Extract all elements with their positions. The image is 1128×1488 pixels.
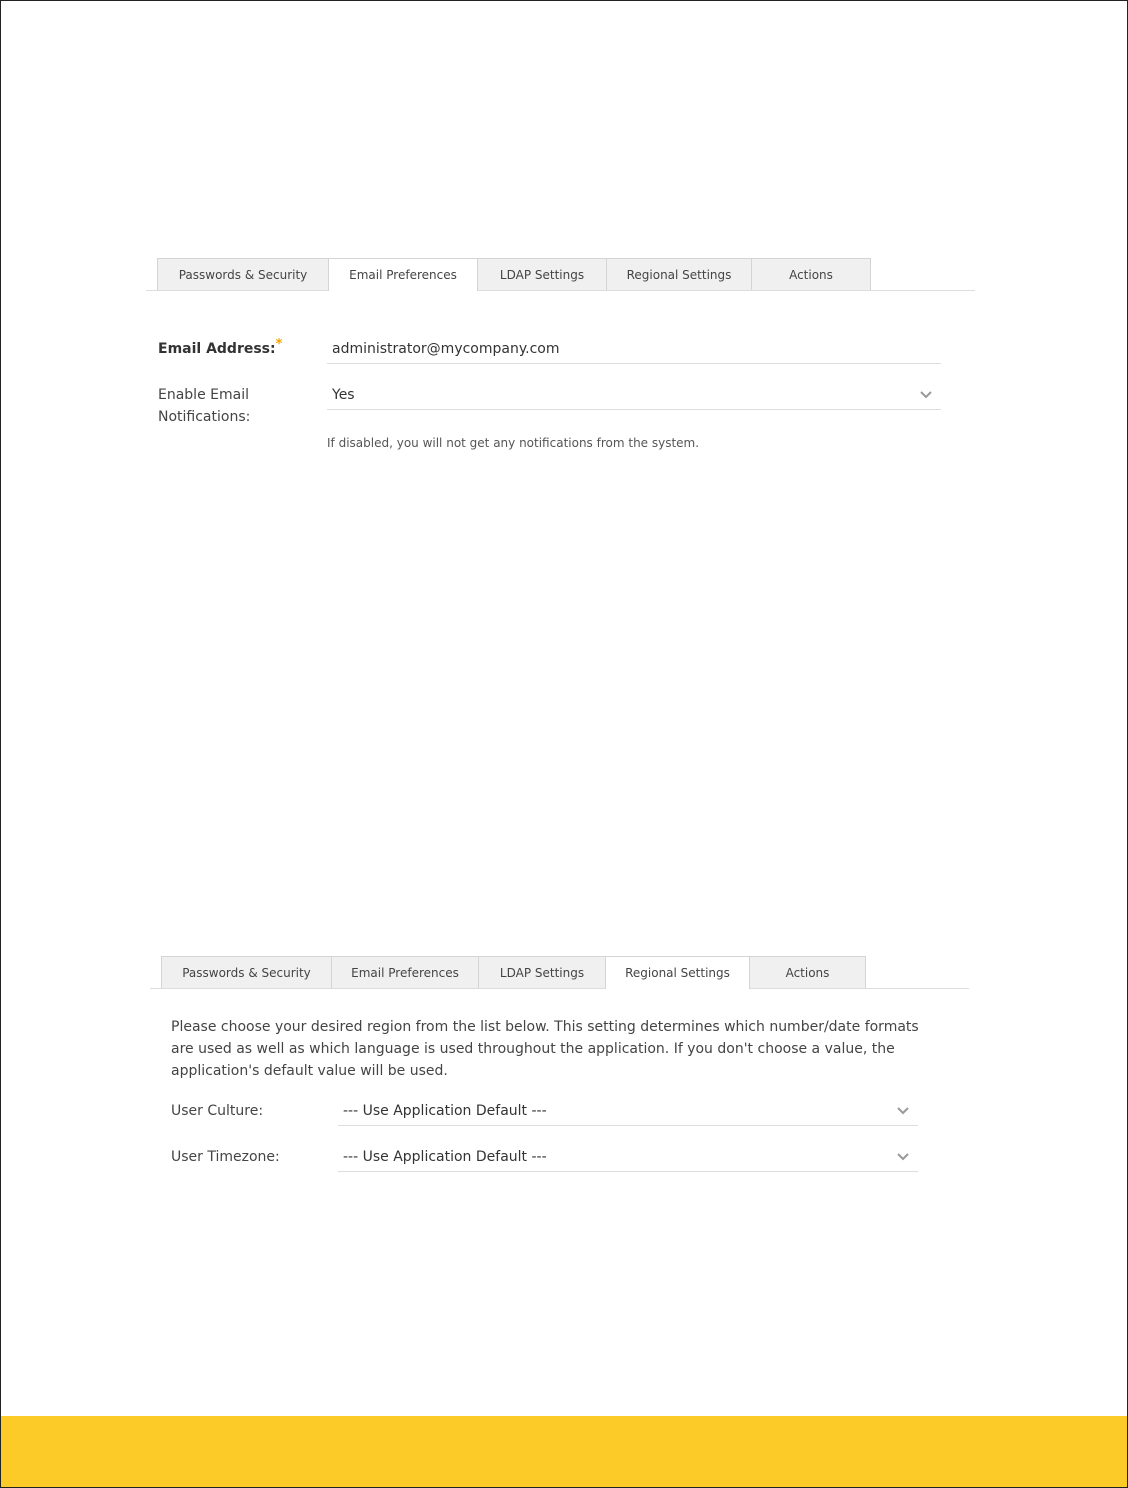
tab-passwords-security[interactable]: Passwords & Security (161, 956, 332, 988)
user-culture-select[interactable] (338, 1096, 918, 1126)
tab-ldap-settings[interactable]: LDAP Settings (478, 956, 606, 988)
notifications-selected-value: Yes (332, 386, 355, 403)
enable-email-notifications-select[interactable] (327, 380, 941, 410)
intro-line-1: Please choose your desired region from the list below. This setting determines which number/date formats (171, 1019, 919, 1035)
user-culture-label: User Culture: (171, 1103, 264, 1119)
notifications-label-line2: Notifications: (158, 409, 251, 425)
notifications-label-line1: Enable Email (158, 387, 249, 403)
email-address-label (158, 338, 282, 361)
user-timezone-select[interactable] (338, 1142, 918, 1172)
tab-actions[interactable]: Actions (751, 258, 871, 290)
top-tab-bar (146, 258, 975, 291)
regional-intro-text (171, 1016, 919, 1082)
tab-actions[interactable]: Actions (749, 956, 866, 988)
tab-passwords-security[interactable]: Passwords & Security (157, 258, 329, 290)
email-address-input[interactable] (327, 334, 941, 364)
intro-line-3: application's default value will be used. (171, 1063, 448, 1079)
chevron-down-icon (896, 1103, 910, 1117)
tab-email-preferences[interactable]: Email Preferences (328, 258, 478, 291)
footer-band (1, 1416, 1127, 1487)
user-timezone-label: User Timezone: (171, 1149, 280, 1165)
required-asterisk: * (275, 337, 283, 352)
enable-email-notifications-label (158, 384, 250, 428)
tab-email-preferences[interactable]: Email Preferences (331, 956, 479, 988)
user-culture-value: --- Use Application Default --- (343, 1102, 547, 1119)
tab-regional-settings[interactable]: Regional Settings (606, 258, 752, 290)
tab-regional-settings[interactable]: Regional Settings (605, 956, 750, 989)
email-address-label-text: Email Address: (158, 341, 276, 357)
bottom-tab-bar (150, 956, 969, 989)
chevron-down-icon (919, 387, 933, 401)
intro-line-2: are used as well as which language is used throughout the application. If you don't choose a value, the (171, 1041, 895, 1057)
email-address-value: administrator@mycompany.com (332, 340, 560, 357)
user-timezone-value: --- Use Application Default --- (343, 1148, 547, 1165)
notifications-hint: If disabled, you will not get any notifications from the system. (327, 436, 700, 450)
tab-ldap-settings[interactable]: LDAP Settings (477, 258, 607, 290)
chevron-down-icon (896, 1149, 910, 1163)
